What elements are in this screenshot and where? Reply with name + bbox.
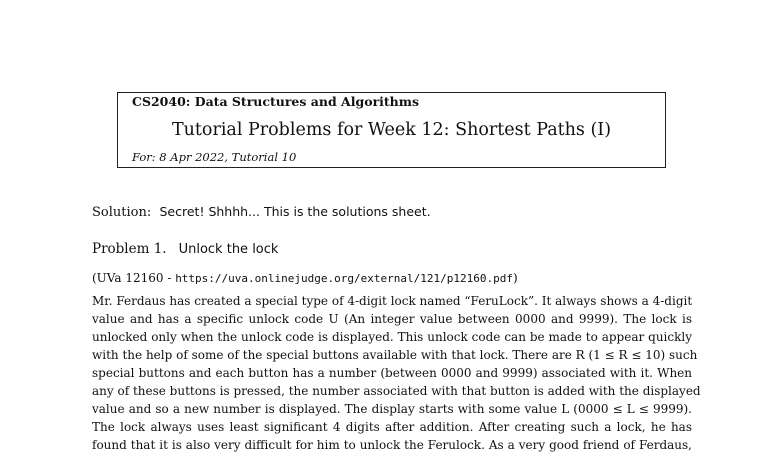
- statement-line: found that it is also very difficult for him to unlock the Ferulock. As a very good friend of Ferdaus,: [92, 438, 692, 452]
- tutorial-header-box: [117, 92, 666, 168]
- problem-statement: [92, 292, 701, 454]
- problem-heading: [92, 241, 278, 257]
- source-link[interactable]: https://uva.onlinejudge.org/external/121/p12160.pdf: [175, 272, 513, 285]
- solution-label: Solution:: [92, 205, 152, 220]
- tutorial-title: Tutorial Problems for Week 12: Shortest Paths (I): [171, 120, 612, 140]
- solution-note: [92, 204, 431, 220]
- statement-line: any of these buttons is pressed, the number associated with that button is added with the displayed: [92, 384, 701, 398]
- statement-line: with the help of some of the special buttons available with that lock. There are R (1 ≤ R ≤ 10) such: [92, 348, 698, 362]
- statement-line: The lock always uses least significant 4 digits after addition. After creating such a lock, he has: [92, 420, 692, 434]
- course-title: CS2040: Data Structures and Algorithms: [132, 94, 420, 109]
- problem-name: Unlock the lock: [178, 242, 279, 257]
- statement-line: unlocked only when the unlock code is displayed. This unlock code can be made to appear quickly: [92, 330, 692, 344]
- source-suffix: ): [512, 271, 518, 285]
- statement-line: Mr. Ferdaus has created a special type of 4-digit lock named “FeruLock”. It always shows a 4-digit: [92, 294, 693, 308]
- solution-text: Secret! Shhhh... This is the solutions sheet.: [159, 204, 431, 219]
- statement-line: value and has a specific unlock code U (An integer value between 0000 and 9999). The lock is: [92, 312, 692, 326]
- source-prefix: (UVa 12160 -: [92, 271, 176, 285]
- problem-source: [92, 271, 518, 285]
- statement-line: special buttons and each button has a number (between 0000 and 9999) associated with it. When: [92, 366, 692, 380]
- problem-number: Problem 1.: [92, 241, 167, 257]
- tutorial-date: For: 8 Apr 2022, Tutorial 10: [132, 150, 297, 164]
- statement-line: value and so a new number is displayed. The display starts with some value L (0000 ≤ L ≤ 9999).: [92, 402, 692, 416]
